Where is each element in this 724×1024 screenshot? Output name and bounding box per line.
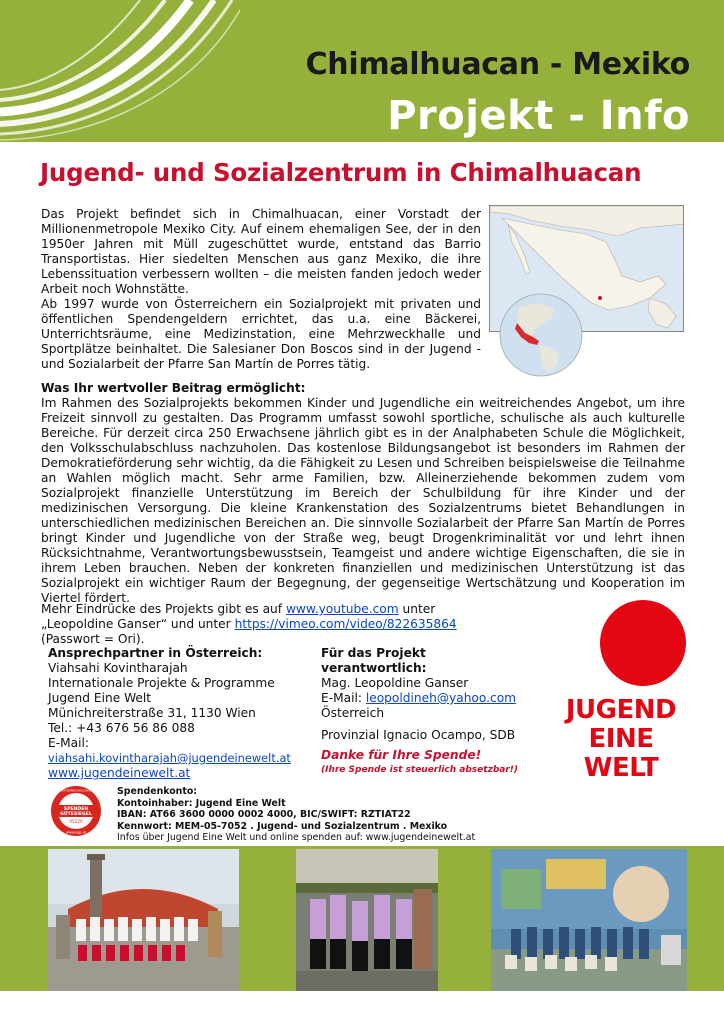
contact-project-email-label: E-Mail: bbox=[321, 691, 366, 705]
contact-project-person-2: Provinzial Ignacio Ocampo, SDB bbox=[321, 728, 516, 742]
contact-austria-phone: Tel.: +43 676 56 86 088 bbox=[48, 721, 195, 735]
seal-number: 05220 bbox=[69, 819, 83, 824]
contact-austria-email-label: E-Mail: bbox=[48, 736, 89, 750]
contact-project-name: Mag. Leopoldine Ganser bbox=[321, 676, 469, 690]
globe-locator bbox=[499, 293, 583, 377]
tax-note: (Ihre Spende ist steuerlich absetzbar!) bbox=[321, 765, 518, 775]
header-subtitle: Chimalhuacan - Mexiko bbox=[305, 47, 690, 82]
contact-austria-org: Jugend Eine Welt bbox=[48, 691, 152, 705]
seal-label-2: GÜTESIEGEL bbox=[60, 812, 92, 817]
links-text-1: Mehr Eindrücke des Projekts gibt es auf bbox=[41, 602, 286, 616]
donation-iban: IBAN: AT66 3600 0000 0002 4000, BIC/SWIFT: RZTIAT22 bbox=[117, 809, 411, 821]
vimeo-link[interactable]: https://vimeo.com/video/822635864 bbox=[234, 617, 457, 631]
contact-project-email-link[interactable]: leopoldineh@yahoo.com bbox=[365, 691, 517, 705]
intro-text bbox=[41, 207, 481, 372]
contact-project-country: Österreich bbox=[321, 706, 385, 720]
jugend-eine-welt-logo bbox=[556, 696, 686, 783]
donation-account bbox=[117, 786, 475, 844]
contact-austria bbox=[48, 646, 308, 781]
contact-austria-dept: Internationale Projekte & Programme bbox=[48, 676, 275, 690]
logo-sun-icon bbox=[600, 600, 686, 686]
intro-paragraph-2: Ab 1997 wurde von Österreichern ein Sozialprojekt mit privaten und öffentlichen Spendengeldern errichtet, das u.a. eine Bäckerei, Unterrichtsräume, eine Medizinstation, eine Mehrzweckhalle und Sportplätze beinhaltet. Die Salesianer Don Boscos sind in der Jugend - und Sozialarbeit der Pfarre San Martín de Porres tätig. bbox=[41, 297, 481, 371]
header-title: Projekt - Info bbox=[387, 93, 690, 139]
thanks-message: Danke für Ihre Spende! bbox=[321, 748, 482, 762]
contribution-section bbox=[41, 381, 685, 606]
header-banner bbox=[0, 0, 724, 142]
seal-label-1: SPENDEN bbox=[63, 807, 89, 812]
links-paragraph bbox=[41, 602, 511, 647]
contact-austria-address: Münichreiterstraße 31, 1130 Wien bbox=[48, 706, 256, 720]
youtube-link[interactable]: www.youtube.com bbox=[285, 602, 399, 616]
intro-paragraph-1: Das Projekt befindet sich in Chimalhuacan, einer Vorstadt der Millionenmetropole Mexiko City. Auf einem ehemaligen See, der in den 1950er Jahren mit Müll zugeschüttet wurde, entstand das Barrio Transportistas. Hier siedelten Menschen aus ganz Mexiko, die ihre Lebenssituation verbessern wollten – die meisten fanden jedoch weder Arbeit noch Wohnstätte. bbox=[41, 207, 481, 296]
website-link[interactable]: www.jugendeinewelt.at bbox=[48, 766, 191, 780]
seal-bottom-text: www.osgs.at bbox=[65, 830, 87, 835]
contribution-text: Im Rahmen des Sozialprojekts bekommen Kinder und Jugendliche ein weitreichendes Angebot, um ihre Freizeit sinnvoll zu gestalten. Das Programm umfasst sowohl sportliche, schulische als auch kulturelle Bereiche. Für derzeit circa 250 Erwachsene jährlich gibt es in der Analphabeten Schule die Möglichkeit, den Volksschulabschluss nachzuholen. Das kostenlose Bildungsangebot ist besonders im Rahmen der Demokratieförderung sehr wichtig, da die Fähigkeit zu Lesen und Schreiben beispielsweise die Teilnahme an Wahlen möglich macht. Sehr arme Familien, bzw. Alleinerziehende bekommen zudem vom Sozialprojekt finanzielle Unterstützung im Bereich der Schulbildung für ihre Kinder und der medizinischen Versorgung. Die kleine Krankenstation des Sozialzentrums bietet Behandlungen in unterschiedlichen medizinischen Bereichen an. Die sinnvolle Sozialarbeit der Pfarre San Martín de Porres bringt Kinder und Jugendliche von der Straße weg, beugt Drogenkriminalität vor und lehrt ihnen Rücksichtnahme, Verantwortungsbewusstsein, Teamgeist und andere wichtige Eigenschaften, die sie in ihrem Leben brauchen. Neben der konkreten finanziellen und medizinischen Unterstützung ist das Sozialprojekt ein wichtiger Raum der Begegnung, der gegenseitige Wertschätzung und Kooperation im Viertel fördert. bbox=[41, 396, 685, 605]
contact-austria-email-link[interactable]: viahsahi.kovintharajah@jugendeinewelt.at bbox=[48, 751, 291, 765]
logo-line-3: WELT bbox=[583, 753, 659, 783]
contact-project-heading-1: Für das Projekt bbox=[321, 646, 426, 660]
contact-project-heading-2: verantwortlich: bbox=[321, 661, 427, 675]
donation-seal-icon bbox=[50, 785, 102, 837]
decorative-swirl bbox=[0, 0, 240, 142]
group-photo-2 bbox=[296, 849, 438, 991]
contact-project-email-row bbox=[321, 691, 551, 706]
links-text-3: (Passwort = Ori). bbox=[41, 632, 145, 646]
contact-austria-name: Viahsahi Kovintharajah bbox=[48, 661, 188, 675]
contact-austria-heading: Ansprechpartner in Österreich: bbox=[48, 646, 263, 660]
group-photo-3 bbox=[491, 849, 687, 991]
links-text-2: unter „Leopoldine Ganser“ und unter bbox=[41, 602, 436, 631]
group-photo-1 bbox=[48, 849, 239, 991]
seal-top-text: ÖSTERREICHISCHES bbox=[60, 788, 92, 793]
donation-heading: Spendenkonto: bbox=[117, 786, 198, 797]
contact-project bbox=[321, 646, 551, 778]
donation-reference: Kennwort: MEM-05-7052 . Jugend- und Sozialzentrum . Mexiko bbox=[117, 820, 448, 832]
contribution-heading: Was Ihr wertvoller Beitrag ermöglicht: bbox=[41, 381, 306, 395]
logo-line-1: JUGEND bbox=[565, 695, 677, 725]
logo-line-2: EINE bbox=[588, 724, 654, 754]
page-headline: Jugend- und Sozialzentrum in Chimalhuacan bbox=[40, 158, 642, 187]
donation-holder: Kontoinhaber: Jugend Eine Welt bbox=[117, 797, 286, 809]
donation-info: Infos über Jugend Eine Welt und online spenden auf: www.jugendeinewelt.at bbox=[117, 832, 476, 844]
